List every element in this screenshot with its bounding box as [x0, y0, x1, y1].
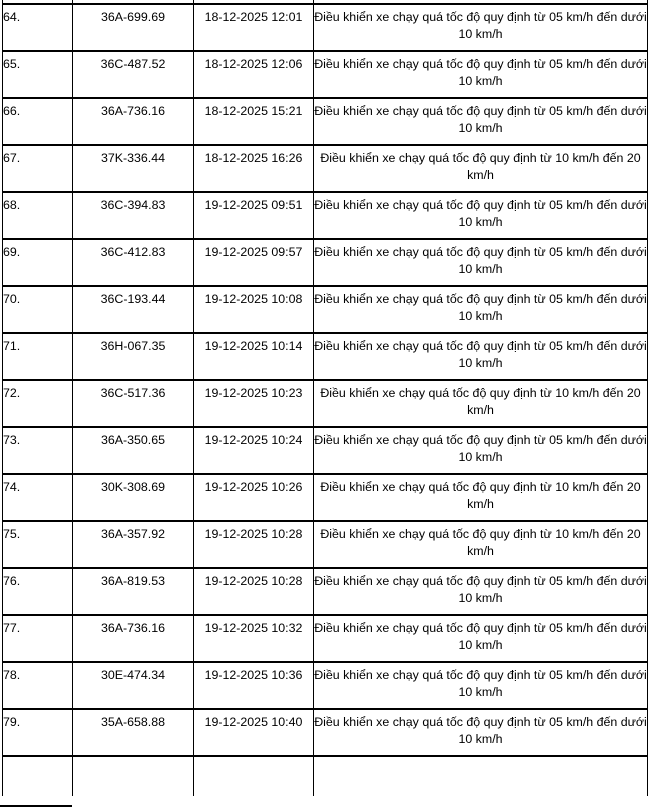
cell-datetime: 19-12-2025 10:32	[194, 615, 314, 662]
cell-datetime: 19-12-2025 10:28	[194, 568, 314, 615]
cell-violation: Điều khiển xe chạy quá tốc độ quy định từ 05 km/h đến dưới 10 km/h	[314, 239, 648, 286]
table-row	[3, 615, 648, 662]
cell-plate: 36H-067.35	[73, 333, 194, 380]
cell-violation: Điều khiển xe chạy quá tốc độ quy định từ 05 km/h đến dưới 10 km/h	[314, 4, 648, 51]
cell-datetime: 19-12-2025 10:24	[194, 427, 314, 474]
cell-index: 64.	[3, 4, 73, 51]
cell-index: 71.	[3, 333, 73, 380]
cell-datetime: 18-12-2025 12:01	[194, 4, 314, 51]
cell-datetime: 19-12-2025 09:57	[194, 239, 314, 286]
cell-index: 77.	[3, 615, 73, 662]
table-bottom-edge-line	[0, 805, 72, 807]
cell-plate: 36A-350.65	[73, 427, 194, 474]
table-row	[3, 380, 648, 427]
cell-index: 65.	[3, 51, 73, 98]
cell-violation: Điều khiển xe chạy quá tốc độ quy định từ 10 km/h đến 20 km/h	[314, 145, 648, 192]
cell-plate	[73, 756, 194, 796]
table-row	[3, 286, 648, 333]
cell-datetime: 19-12-2025 09:51	[194, 192, 314, 239]
table-row	[3, 427, 648, 474]
table-row	[3, 145, 648, 192]
table-row	[3, 521, 648, 568]
cell-violation: Điều khiển xe chạy quá tốc độ quy định từ 10 km/h đến 20 km/h	[314, 380, 648, 427]
table-row	[3, 98, 648, 145]
cell-index: 73.	[3, 427, 73, 474]
cell-violation: Điều khiển xe chạy quá tốc độ quy định từ 05 km/h đến dưới 10 km/h	[314, 615, 648, 662]
cell-index: 75.	[3, 521, 73, 568]
cell-index: 74.	[3, 474, 73, 521]
cell-plate: 36C-517.36	[73, 380, 194, 427]
cell-plate: 36C-487.52	[73, 51, 194, 98]
cell-violation: Điều khiển xe chạy quá tốc độ quy định từ 05 km/h đến dưới 10 km/h	[314, 568, 648, 615]
cell-index: 79.	[3, 709, 73, 756]
cell-index: 72.	[3, 380, 73, 427]
table-row	[3, 51, 648, 98]
cell-violation	[314, 756, 648, 796]
cell-datetime: 19-12-2025 10:14	[194, 333, 314, 380]
cell-index: 70.	[3, 286, 73, 333]
cell-plate: 35A-658.88	[73, 709, 194, 756]
table-row	[3, 239, 648, 286]
cell-index: 76.	[3, 568, 73, 615]
table-row	[3, 709, 648, 756]
cell-datetime: 18-12-2025 12:06	[194, 51, 314, 98]
cell-plate: 36A-819.53	[73, 568, 194, 615]
cell-violation: Điều khiển xe chạy quá tốc độ quy định từ 05 km/h đến dưới 10 km/h	[314, 51, 648, 98]
cell-index	[3, 756, 73, 796]
cell-violation: Điều khiển xe chạy quá tốc độ quy định từ 10 km/h đến 20 km/h	[314, 521, 648, 568]
cell-violation: Điều khiển xe chạy quá tốc độ quy định từ 05 km/h đến dưới 10 km/h	[314, 98, 648, 145]
cell-violation: Điều khiển xe chạy quá tốc độ quy định từ 05 km/h đến dưới 10 km/h	[314, 709, 648, 756]
cell-violation: Điều khiển xe chạy quá tốc độ quy định từ 05 km/h đến dưới 10 km/h	[314, 662, 648, 709]
cell-plate: 36A-699.69	[73, 4, 194, 51]
table-row	[3, 4, 648, 51]
table-row	[3, 662, 648, 709]
cell-index: 69.	[3, 239, 73, 286]
table-row-partial	[3, 756, 648, 796]
violation-table-body	[3, 0, 648, 796]
cell-datetime: 19-12-2025 10:08	[194, 286, 314, 333]
cell-plate: 36C-412.83	[73, 239, 194, 286]
violation-table	[2, 0, 648, 796]
table-row	[3, 333, 648, 380]
cell-plate: 36A-736.16	[73, 615, 194, 662]
table-row	[3, 568, 648, 615]
cell-index: 67.	[3, 145, 73, 192]
cell-violation: Điều khiển xe chạy quá tốc độ quy định từ 05 km/h đến dưới 10 km/h	[314, 286, 648, 333]
cell-violation: Điều khiển xe chạy quá tốc độ quy định từ 05 km/h đến dưới 10 km/h	[314, 333, 648, 380]
cell-index: 66.	[3, 98, 73, 145]
cell-datetime: 19-12-2025 10:28	[194, 521, 314, 568]
cell-datetime: 19-12-2025 10:26	[194, 474, 314, 521]
cell-datetime: 19-12-2025 10:36	[194, 662, 314, 709]
cell-plate: 36A-357.92	[73, 521, 194, 568]
cell-plate: 36C-394.83	[73, 192, 194, 239]
cell-datetime: 19-12-2025 10:23	[194, 380, 314, 427]
cell-datetime	[194, 756, 314, 796]
cell-datetime: 19-12-2025 10:40	[194, 709, 314, 756]
cell-datetime: 18-12-2025 15:21	[194, 98, 314, 145]
cell-plate: 37K-336.44	[73, 145, 194, 192]
cell-index: 68.	[3, 192, 73, 239]
cell-plate: 30K-308.69	[73, 474, 194, 521]
table-row	[3, 474, 648, 521]
cell-violation: Điều khiển xe chạy quá tốc độ quy định từ 05 km/h đến dưới 10 km/h	[314, 427, 648, 474]
cell-plate: 36C-193.44	[73, 286, 194, 333]
cell-violation: Điều khiển xe chạy quá tốc độ quy định từ 10 km/h đến 20 km/h	[314, 474, 648, 521]
table-row	[3, 192, 648, 239]
cell-plate: 30E-474.34	[73, 662, 194, 709]
cell-plate: 36A-736.16	[73, 98, 194, 145]
cell-datetime: 18-12-2025 16:26	[194, 145, 314, 192]
cell-violation: Điều khiển xe chạy quá tốc độ quy định từ 05 km/h đến dưới 10 km/h	[314, 192, 648, 239]
cell-index: 78.	[3, 662, 73, 709]
